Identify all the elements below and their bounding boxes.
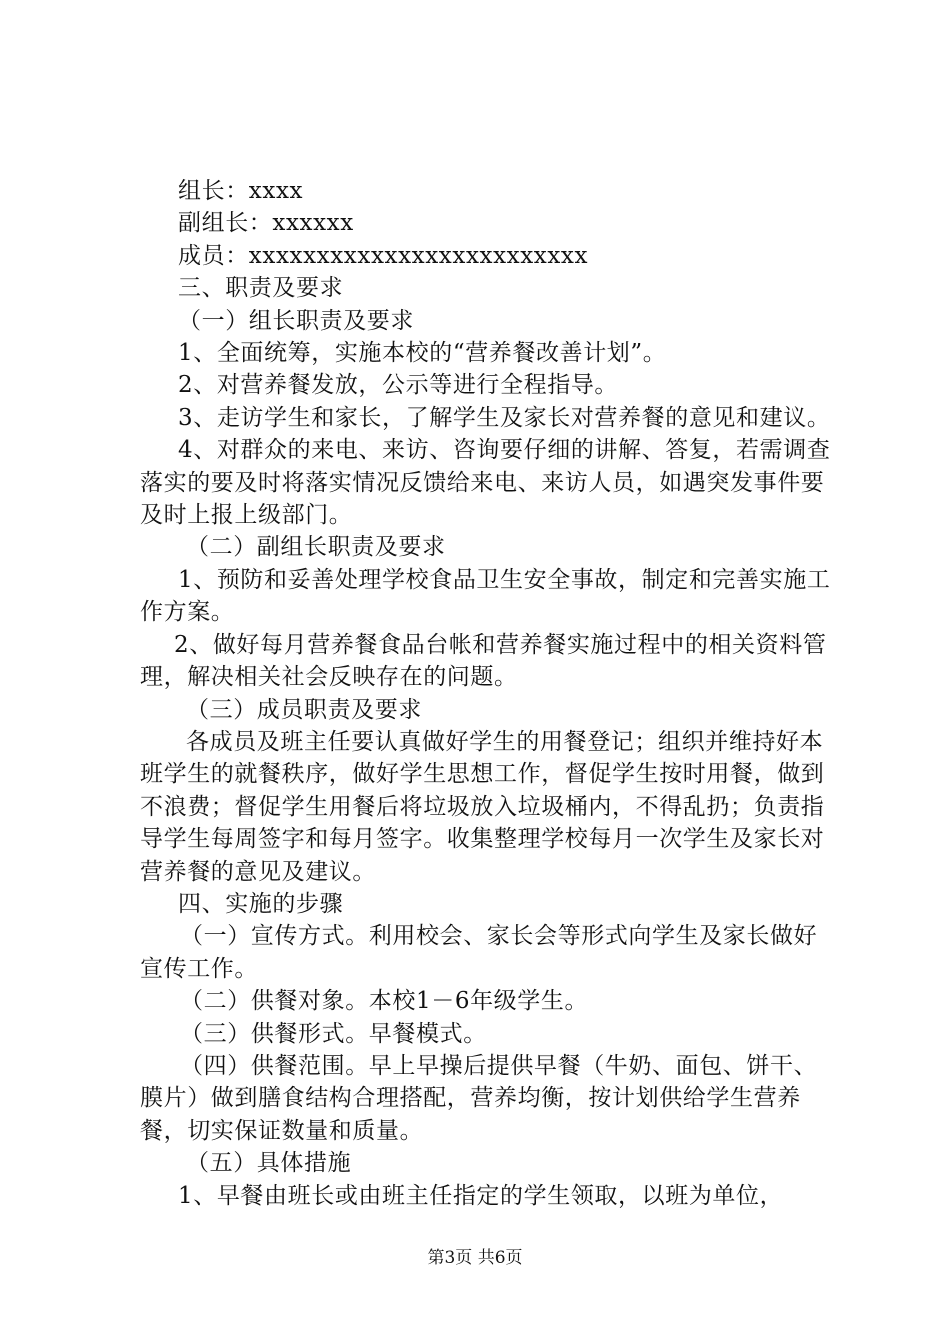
leader-duty-1: 1、全面统筹，实施本校的“营养餐改善计划”。 bbox=[178, 340, 667, 367]
leader-duty-3: 3、走访学生和家长，了解学生及家长对营养餐的意见和建议。 bbox=[178, 404, 831, 431]
subheading-member-duties: （三）成员职责及要求 bbox=[186, 696, 422, 723]
step-publicity: （一）宣传方式。利用校会、家长会等形式向学生及家长做好宣传工作。 bbox=[140, 923, 818, 982]
section-heading-steps: 四、实施的步骤 bbox=[178, 890, 344, 917]
step-scope: （四）供餐范围。早上早操后提供早餐（牛奶、面包、饼干、膜片）做到膳食结构合理搭配，营养均衡，按计划供给学生营养餐，切实保证数量和质量。 bbox=[140, 1052, 818, 1144]
subheading-leader-duties: （一）组长职责及要求 bbox=[178, 307, 414, 334]
step-target: （二）供餐对象。本校1－6年级学生。 bbox=[180, 988, 589, 1015]
leader-duty-4: 4、对群众的来电、来访、咨询要仔细的讲解、答复，若需调查落实的要及时将落实情况反馈给来电、来访人员，如遇突发事件要及时上报上级部门。 bbox=[140, 437, 831, 529]
page-indicator: 第3页 共6页 bbox=[427, 1248, 523, 1268]
members-line: 成员：xxxxxxxxxxxxxxxxxxxxxxxxx bbox=[178, 242, 589, 269]
deputy-duty-2: 2、做好每月营养餐食品台帐和营养餐实施过程中的相关资料管理，解决相关社会反映存在的问题。 bbox=[140, 631, 827, 691]
document-body bbox=[140, 175, 840, 1212]
member-duties-text: 各成员及班主任要认真做好学生的用餐登记；组织并维持好本班学生的就餐秩序，做好学生思想工作，督促学生按时用餐，做到不浪费；督促学生用餐后将垃圾放入垃圾桶内，不得乱扔；负责指导学生每周签字和每月签字。收集整理学校每月一次学生及家长对营养餐的意见及建议。 bbox=[140, 728, 825, 885]
group-leader-line: 组长：xxxx bbox=[178, 178, 304, 204]
section-heading-duties: 三、职责及要求 bbox=[178, 275, 344, 302]
deputy-duty-1: 1、预防和妥善处理学校食品卫生安全事故，制定和完善实施工作方案。 bbox=[140, 566, 831, 626]
measure-1: 1、早餐由班长或由班主任指定的学生领取，以班为单位， bbox=[178, 1182, 784, 1209]
leader-duty-2: 2、对营养餐发放，公示等进行全程指导。 bbox=[178, 372, 619, 399]
step-form: （三）供餐形式。早餐模式。 bbox=[180, 1020, 487, 1047]
subheading-measures: （五）具体措施 bbox=[186, 1150, 352, 1177]
deputy-leader-line: 副组长：xxxxxx bbox=[178, 210, 354, 237]
page-footer bbox=[0, 1243, 950, 1268]
subheading-deputy-duties: （二）副组长职责及要求 bbox=[186, 534, 446, 561]
